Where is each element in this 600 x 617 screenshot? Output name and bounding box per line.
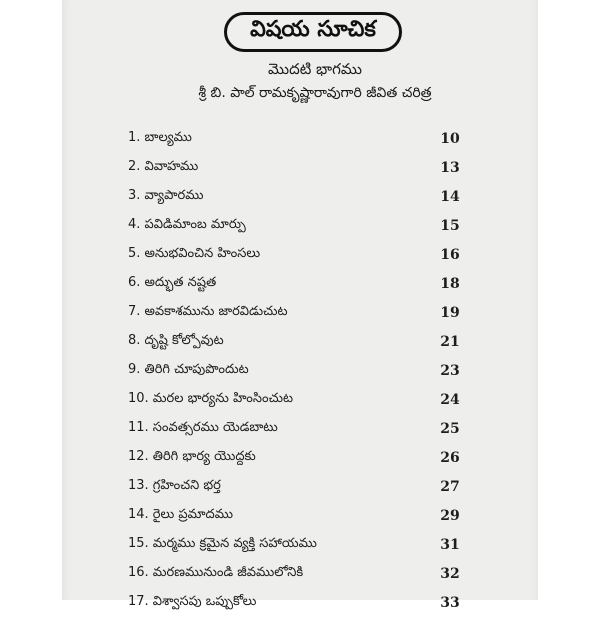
toc-entry-14 (128, 501, 468, 530)
toc-entry-title: 5. అనుభవించిన హింసలు (128, 245, 261, 261)
toc-entry-title: 17. విశ్వాసపు ఒప్పుకోలు (128, 593, 257, 609)
toc-entry-8 (128, 327, 468, 356)
toc-entry-title: 4. పవిడిమాంబ మార్పు (128, 216, 246, 232)
toc-entry-12 (128, 443, 468, 472)
toc-entry-page: 13 (440, 159, 460, 176)
toc-entry-5 (128, 240, 468, 269)
toc-entry-title: 1. బాల్యము (128, 129, 192, 145)
toc-entry-title: 11. సంవత్సరము యెడబాటు (128, 419, 278, 435)
toc-entry-10 (128, 385, 468, 414)
toc-entry-title: 6. అద్భుత నష్టత (128, 274, 217, 290)
toc-entry-title: 8. దృష్టి కోల్పోవుట (128, 332, 224, 348)
toc-entry-7 (128, 298, 468, 327)
toc-entry-page: 32 (440, 565, 460, 582)
toc-entry-page: 18 (440, 275, 460, 292)
toc-entry-title: 2. వివాహము (128, 158, 199, 174)
toc-entry-page: 15 (440, 217, 460, 234)
toc-entry-16 (128, 559, 468, 588)
toc-entry-page: 10 (440, 130, 460, 147)
toc-entry-13 (128, 472, 468, 501)
toc-entry-15 (128, 530, 468, 559)
toc-entry-page: 16 (440, 246, 460, 263)
toc-entry-page: 27 (440, 478, 460, 495)
toc-entry-title: 9. తిరిగి చూపుపొందుట (128, 361, 249, 377)
toc-entry-page: 31 (440, 536, 460, 553)
toc-entry-page: 33 (440, 594, 460, 611)
toc-entry-page: 21 (440, 333, 460, 350)
toc-entry-11 (128, 414, 468, 443)
toc-entry-17 (128, 588, 468, 617)
toc-entry-page: 29 (440, 507, 460, 524)
subject-title: శ్రీ బి. పాల్ రామకృష్ణారావుగారి జీవిత చరిత్ర (198, 85, 432, 101)
toc-entry-title: 7. అవకాశమును జారవిడుచుట (128, 303, 288, 319)
toc-entry-title: 13. గ్రహించని భర్త (128, 477, 221, 493)
toc-entry-6 (128, 269, 468, 298)
toc-entry-title: 15. మర్మము క్రమైన వ్యక్తి సహాయము (128, 535, 317, 551)
contents-heading: విషయ సూచిక (224, 12, 402, 52)
toc-entry-3 (128, 182, 468, 211)
table-of-contents (128, 124, 468, 617)
toc-entry-title: 14. రైలు ప్రమాదము (128, 506, 233, 522)
toc-entry-4 (128, 211, 468, 240)
toc-entry-page: 19 (440, 304, 460, 321)
toc-entry-2 (128, 153, 468, 182)
toc-entry-title: 10. మరల భార్యను హింసించుట (128, 390, 293, 406)
toc-entry-9 (128, 356, 468, 385)
toc-entry-title: 3. వ్యాపారము (128, 187, 204, 203)
toc-entry-page: 24 (440, 391, 460, 408)
toc-entry-title: 12. తిరిగి భార్య యొద్దకు (128, 448, 256, 464)
toc-entry-page: 23 (440, 362, 460, 379)
toc-entry-page: 26 (440, 449, 460, 466)
toc-entry-page: 25 (440, 420, 460, 437)
toc-entry-title: 16. మరణమునుండి జీవములోనికి (128, 564, 304, 580)
part-title: మొదటి భాగము (268, 60, 362, 78)
toc-entry-page: 14 (440, 188, 460, 205)
toc-entry-1 (128, 124, 468, 153)
